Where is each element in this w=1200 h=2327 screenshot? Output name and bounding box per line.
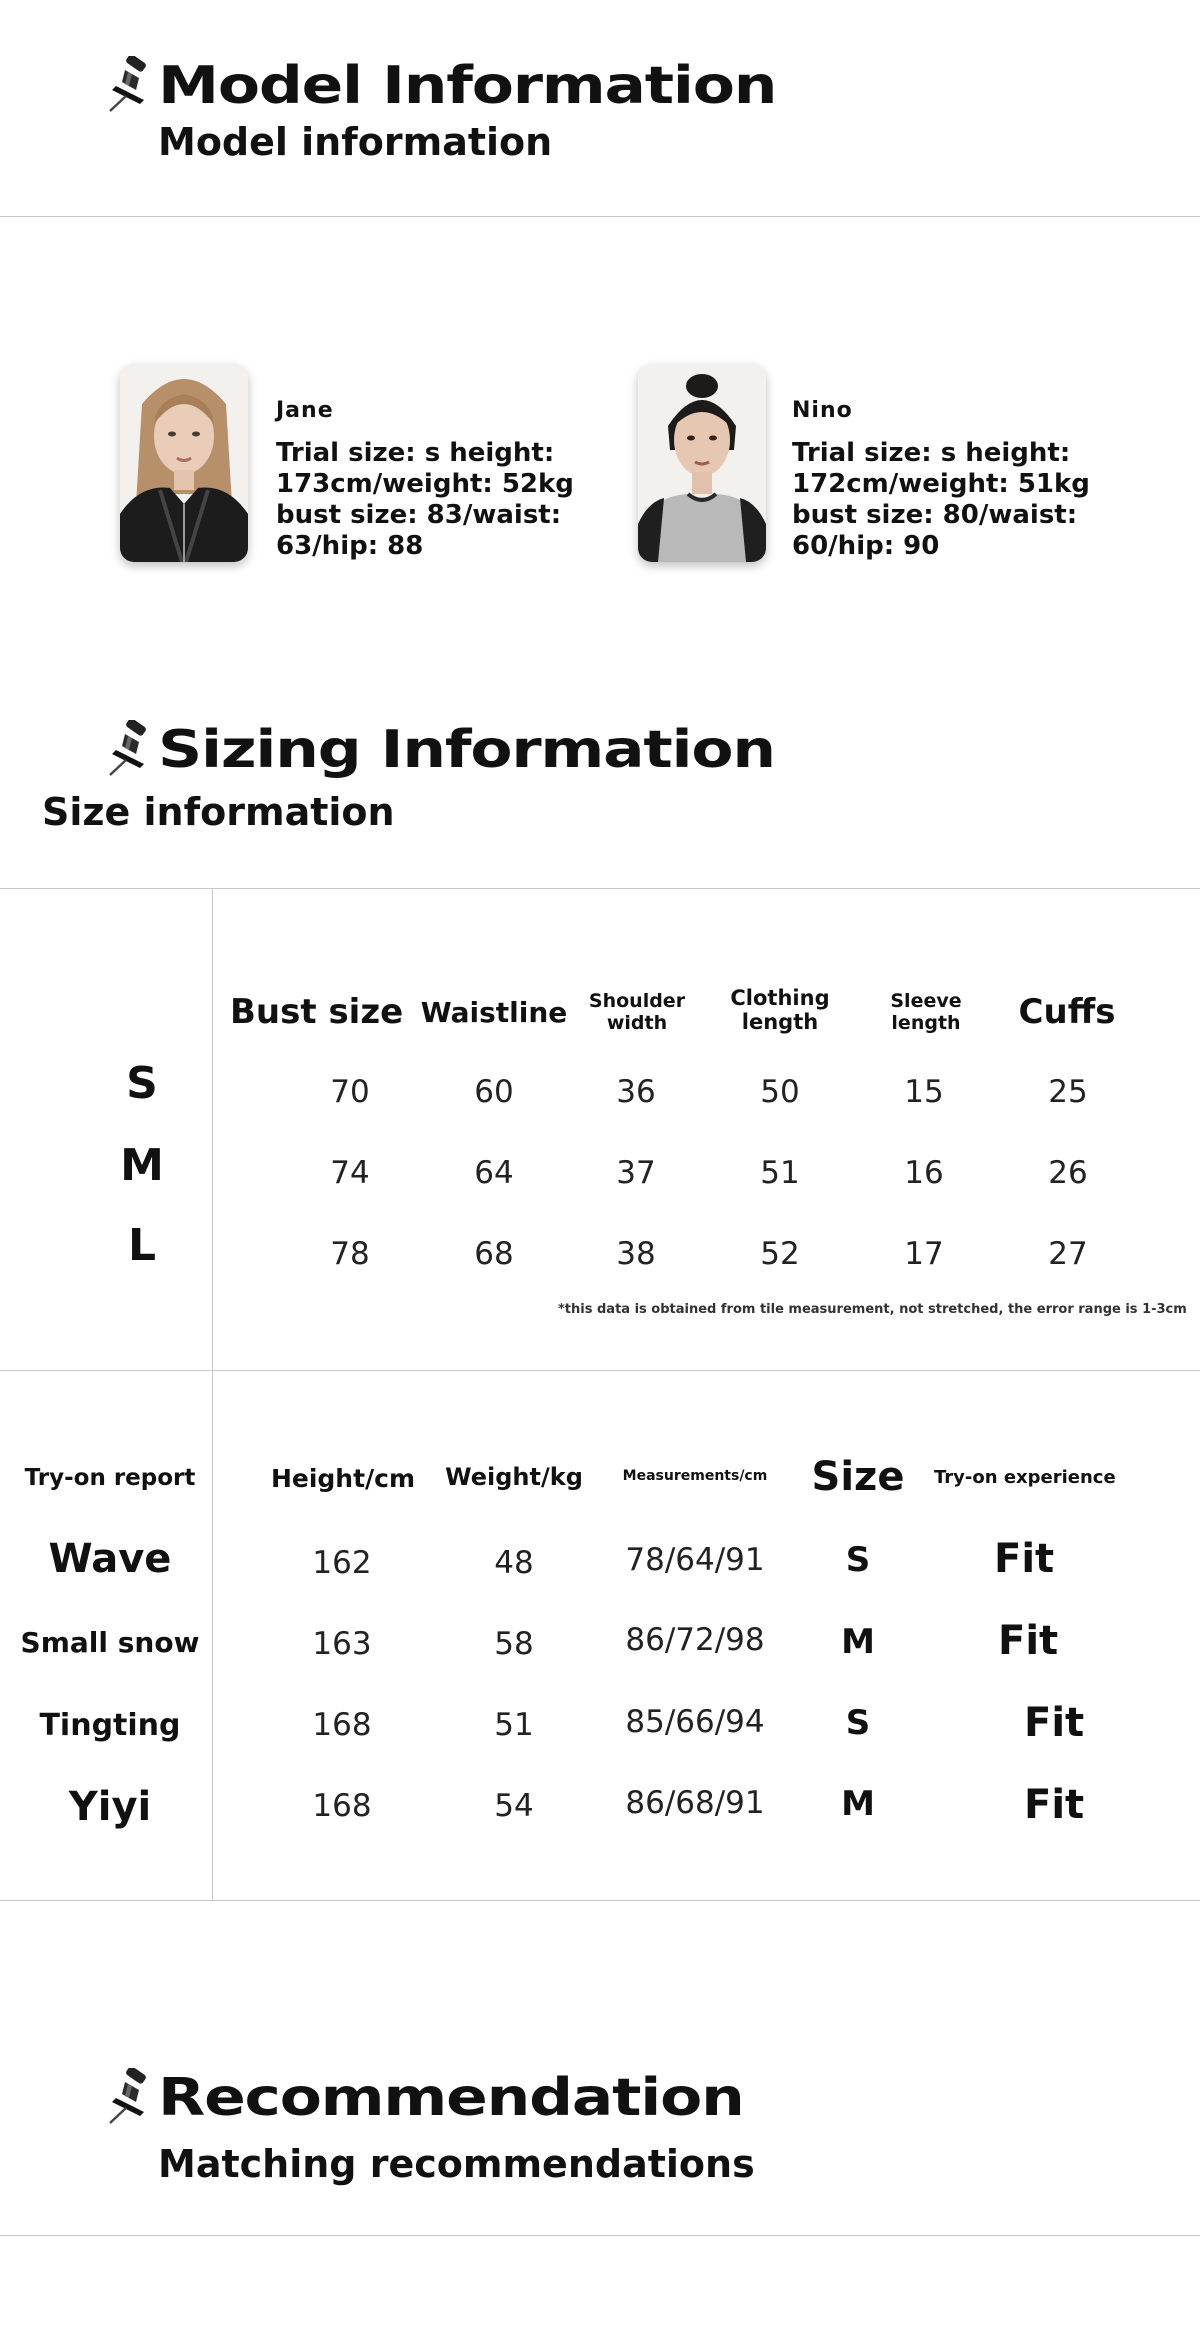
tryon-experience: Fit (994, 1536, 1055, 1582)
tester-weight: 51 (494, 1707, 534, 1743)
sizing-section-subtitle: Size information (42, 790, 395, 834)
model-photo-nino (638, 364, 766, 562)
size-label: L (127, 1220, 157, 1271)
tester-height: 162 (312, 1545, 372, 1581)
tester-height: 168 (312, 1707, 372, 1743)
tester-weight: 54 (494, 1788, 534, 1824)
pushpin-icon (106, 720, 150, 776)
tryon-experience: Fit (1024, 1782, 1085, 1828)
sizing-section-title: Sizing Information (158, 720, 775, 780)
recommend-section-subtitle: Matching recommendations (158, 2142, 755, 2186)
tryon-header: Height/cm (270, 1464, 416, 1493)
tester-height: 168 (312, 1788, 372, 1824)
model-name: Jane (276, 398, 334, 423)
model-description: Trial size: s height: 172cm/weight: 51kg bust size: 80/waist: 60/hip: 90 (792, 438, 1090, 561)
tester-measurements: 85/66/94 (625, 1704, 765, 1740)
size-header: Sleeve length (890, 990, 962, 1034)
tester-size: S (845, 1540, 871, 1580)
size-cell: 50 (760, 1074, 800, 1110)
tester-name: Tingting (39, 1708, 181, 1743)
size-header: Bust size (230, 992, 404, 1032)
size-cell: 25 (1048, 1074, 1088, 1110)
size-cell: 37 (616, 1155, 656, 1191)
tester-measurements: 78/64/91 (625, 1542, 765, 1578)
size-cell: 16 (904, 1155, 944, 1191)
size-cell: 17 (904, 1236, 944, 1272)
tester-size: S (845, 1703, 871, 1743)
size-cell: 36 (616, 1074, 656, 1110)
size-cell: 78 (330, 1236, 370, 1272)
model-name: Nino (792, 398, 853, 423)
divider (0, 1370, 1200, 1371)
size-cell: 15 (904, 1074, 944, 1110)
size-cell: 27 (1048, 1236, 1088, 1272)
size-cell: 51 (760, 1155, 800, 1191)
tester-weight: 58 (494, 1626, 534, 1662)
size-cell: 60 (474, 1074, 514, 1110)
tester-measurements: 86/72/98 (625, 1622, 765, 1658)
size-header: Shoulder width (588, 990, 686, 1034)
tester-name: Yiyi (68, 1784, 152, 1830)
size-header: Waistline (420, 996, 568, 1029)
tester-height: 163 (312, 1626, 372, 1662)
tester-name: Small snow (20, 1626, 200, 1659)
pushpin-icon (106, 56, 150, 112)
measurement-note: *this data is obtained from tile measurement, not stretched, the error range is 1-3cm (558, 1302, 1187, 1317)
size-header: Cuffs (1018, 992, 1116, 1032)
recommend-section-title: Recommendation (158, 2068, 744, 2128)
divider (0, 216, 1200, 217)
tryon-experience: Fit (1024, 1700, 1085, 1746)
model-section-subtitle: Model information (158, 120, 553, 164)
divider (0, 2235, 1200, 2236)
tryon-header: Try-on report (24, 1465, 196, 1491)
size-cell: 74 (330, 1155, 370, 1191)
size-cell: 26 (1048, 1155, 1088, 1191)
size-label: S (126, 1058, 158, 1109)
model-description: Trial size: s height: 173cm/weight: 52kg bust size: 83/waist: 63/hip: 88 (276, 438, 574, 561)
tryon-experience: Fit (998, 1618, 1059, 1664)
tryon-header: Weight/kg (445, 1463, 583, 1491)
size-label: M (120, 1140, 164, 1191)
size-cell: 38 (616, 1236, 656, 1272)
size-header: Clothing length (730, 986, 830, 1034)
pushpin-icon (106, 2068, 150, 2124)
divider (0, 1900, 1200, 1901)
tester-weight: 48 (494, 1545, 534, 1581)
tester-name: Wave (48, 1536, 172, 1582)
model-photo-jane (120, 364, 248, 562)
column-divider (212, 888, 213, 1900)
tester-size: M (841, 1622, 875, 1662)
size-cell: 68 (474, 1236, 514, 1272)
tester-size: M (841, 1784, 875, 1824)
size-cell: 70 (330, 1074, 370, 1110)
size-cell: 52 (760, 1236, 800, 1272)
divider (0, 888, 1200, 889)
tryon-header: Size (811, 1454, 905, 1500)
size-cell: 64 (474, 1155, 514, 1191)
tryon-header: Try-on experience (934, 1467, 1116, 1488)
model-section-title: Model Information (158, 56, 777, 116)
tester-measurements: 86/68/91 (625, 1785, 765, 1821)
tryon-header: Measurements/cm (622, 1468, 768, 1484)
